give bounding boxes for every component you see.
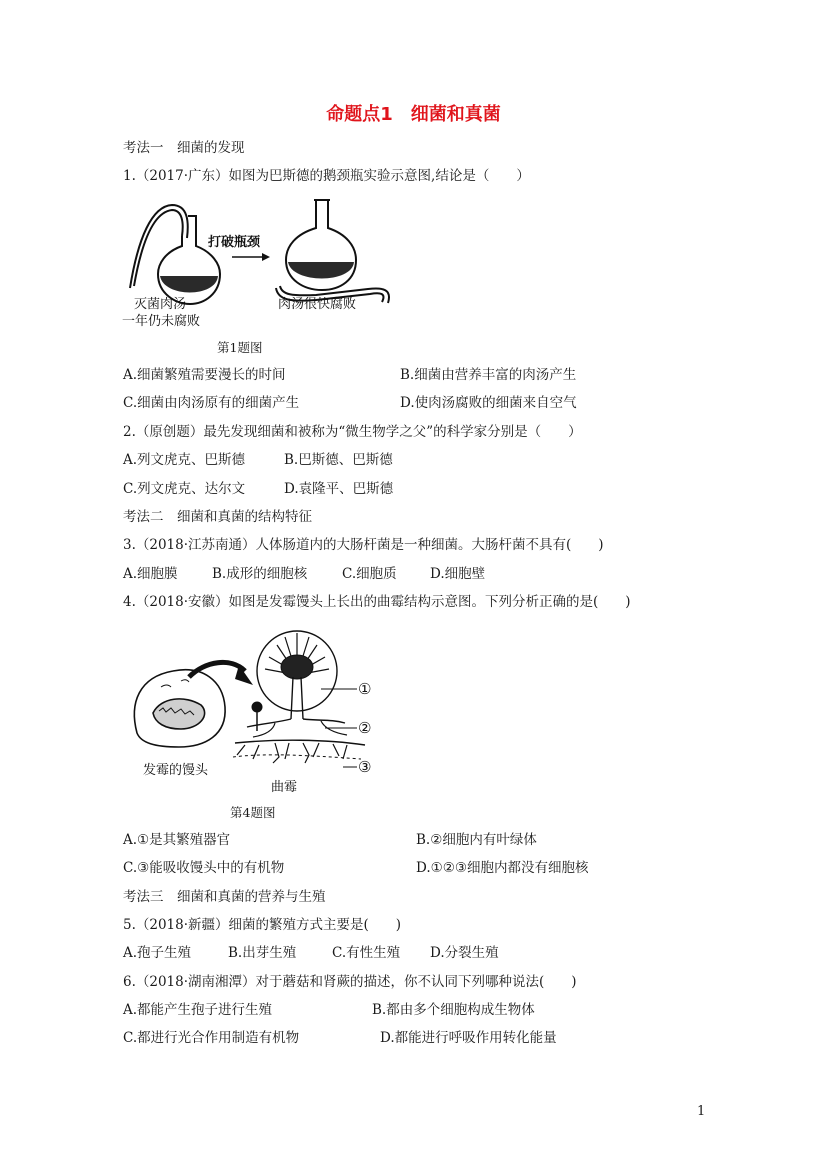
page-number: 1 — [697, 1104, 706, 1119]
option-a: A.细菌繁殖需要漫长的时间 — [123, 367, 286, 383]
section-heading: 考法二 细菌和真菌的结构特征 — [123, 509, 312, 525]
figure-caption: 第1题图 — [217, 340, 263, 355]
option-c: C.细菌由肉汤原有的细菌产生 — [123, 395, 300, 411]
option-d: D.①②③细胞内都没有细胞核 — [416, 860, 589, 876]
arrow — [232, 253, 270, 261]
option-a: A.细胞膜 — [123, 566, 178, 582]
left-flask-label: 灭菌肉汤 — [134, 297, 187, 312]
option-c: C.细胞质 — [342, 566, 397, 582]
option-d: D.都能进行呼吸作用转化能量 — [380, 1030, 557, 1046]
option-b: B.细菌由营养丰富的肉汤产生 — [400, 367, 577, 383]
option-b: B.出芽生殖 — [228, 945, 297, 961]
question-stem: 6.（2018·湖南湘潭）对于蘑菇和肾蕨的描述，你不认同下列哪种说法( ) — [123, 974, 577, 990]
option-d: D.使肉汤腐败的细菌来自空气 — [400, 395, 577, 411]
option-b: B.②细胞内有叶绿体 — [416, 832, 537, 848]
section-heading: 考法三 细菌和真菌的营养与生殖 — [123, 889, 326, 905]
question-stem: 1.（2017·广东）如图为巴斯德的鹅颈瓶实验示意图,结论是（ ） — [123, 168, 530, 184]
option-b: B.都由多个细胞构成生物体 — [372, 1002, 535, 1018]
option-b: B.巴斯德、巴斯德 — [284, 452, 393, 468]
option-c: C.③能吸收馒头中的有机物 — [123, 860, 285, 876]
right-flask-label: 肉汤很快腐败 — [278, 297, 357, 312]
option-c: C.都进行光合作用制造有机物 — [123, 1030, 300, 1046]
arrow-label: 打破瓶颈 — [208, 235, 261, 250]
option-c: C.有性生殖 — [332, 945, 401, 961]
moldy-bread-illustration — [134, 670, 225, 747]
question-stem: 2.（原创题）最先发现细菌和被称为“微生物学之父”的科学家分别是（ ） — [123, 424, 582, 440]
swan-neck-flask-figure — [120, 190, 500, 330]
option-d: D.细胞壁 — [430, 566, 486, 582]
option-d: D.袁隆平、巴斯德 — [284, 481, 394, 497]
question-stem: 5.（2018·新疆）细菌的繁殖方式主要是( ) — [123, 917, 402, 933]
option-b: B.成形的细胞核 — [212, 566, 308, 582]
label-1: ① — [358, 680, 372, 698]
bread-label: 发霉的馒头 — [143, 763, 209, 778]
question-stem: 4.（2018·安徽）如图是发霉馒头上长出的曲霉结构示意图。下列分析正确的是( ) — [123, 594, 631, 610]
swan-neck-flask-illustration — [130, 205, 220, 304]
option-a: A.①是其繁殖器官 — [123, 832, 231, 848]
question-stem: 3.（2018·江苏南通）人体肠道内的大肠杆菌是一种细菌。大肠杆菌不具有( ) — [123, 537, 604, 553]
figure-caption: 第4题图 — [230, 805, 276, 820]
section-heading: 考法一 细菌的发现 — [123, 140, 245, 156]
option-d: D.分裂生殖 — [430, 945, 499, 961]
page-title: 命题点1 细菌和真菌 — [326, 104, 501, 125]
aspergillus-figure — [125, 615, 405, 800]
mold-label: 曲霉 — [271, 780, 298, 795]
label-2: ② — [358, 719, 372, 737]
broken-neck-flask-illustration — [276, 200, 389, 303]
option-a: A.列文虎克、巴斯德 — [123, 452, 246, 468]
option-c: C.列文虎克、达尔文 — [123, 481, 246, 497]
option-a: A.孢子生殖 — [123, 945, 192, 961]
aspergillus-illustration — [233, 631, 365, 763]
label-3: ③ — [358, 758, 372, 776]
option-a: A.都能产生孢子进行生殖 — [123, 1002, 273, 1018]
left-flask-label-2: 一年仍未腐败 — [122, 314, 201, 329]
arrow — [189, 662, 253, 685]
